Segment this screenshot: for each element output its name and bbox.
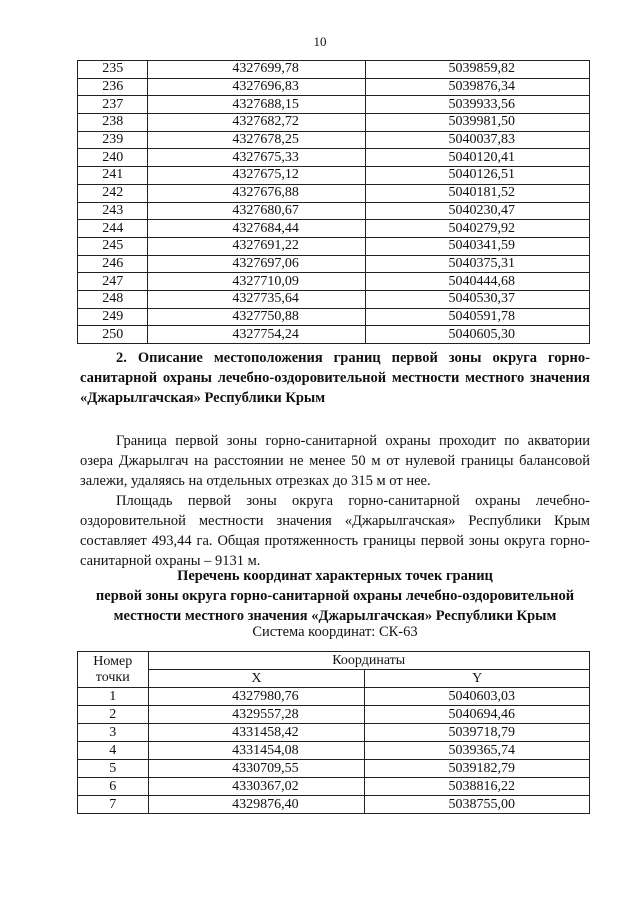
point-number: 4 (78, 742, 149, 760)
point-number: 6 (78, 778, 149, 796)
coord-x: 4327980,76 (148, 688, 365, 706)
table-row (78, 290, 590, 308)
coord-x: 4327684,44 (148, 220, 365, 238)
table-row (78, 688, 590, 706)
page-number: 10 (313, 34, 327, 49)
section-heading: 2. Описание местоположения границ первой зоны округа горно-санитарной охраны лечебно-оздоровительной местности местного значения «Джарылгачская» Республики Крым (80, 350, 590, 406)
coord-y: 5040279,92 (365, 220, 589, 238)
point-number: 245 (78, 237, 148, 255)
table-row (78, 308, 590, 326)
header-point-number: Номер точки (78, 652, 149, 688)
coord-y: 5040694,46 (365, 706, 590, 724)
coordinates-table-continued (77, 60, 590, 344)
table-row (78, 184, 590, 202)
table-row (78, 760, 590, 778)
header-y: Y (365, 670, 590, 688)
table-row (78, 78, 590, 96)
point-number: 250 (78, 326, 148, 344)
coord-y: 5040120,41 (365, 149, 589, 167)
coord-x: 4327678,25 (148, 131, 365, 149)
coord-y: 5040341,59 (365, 237, 589, 255)
point-number: 1 (78, 688, 149, 706)
coord-y: 5040126,51 (365, 167, 589, 185)
list-title-line3: местности местного значения «Джарылгачская» Республики Крым (113, 608, 557, 624)
table-row (78, 114, 590, 132)
point-number: 240 (78, 149, 148, 167)
point-number: 235 (78, 61, 148, 79)
coord-x: 4327675,33 (148, 149, 365, 167)
coord-y: 5040591,78 (365, 308, 589, 326)
coord-x: 4327697,06 (148, 255, 365, 273)
coord-y: 5040037,83 (365, 131, 589, 149)
list-title-line2: первой зоны округа горно-санитарной охраны лечебно-оздоровительной (95, 588, 575, 604)
point-number: 3 (78, 724, 149, 742)
coord-y: 5038816,22 (365, 778, 590, 796)
table-row (78, 742, 590, 760)
point-number: 243 (78, 202, 148, 220)
table-row (78, 706, 590, 724)
point-number: 242 (78, 184, 148, 202)
table-row (78, 273, 590, 291)
coord-y: 5039718,79 (365, 724, 590, 742)
coord-x: 4327735,64 (148, 290, 365, 308)
coord-y: 5039365,74 (365, 742, 590, 760)
coord-x: 4327680,67 (148, 202, 365, 220)
table-row (78, 237, 590, 255)
point-number: 5 (78, 760, 149, 778)
coord-y: 5039859,82 (365, 61, 589, 79)
table-row (78, 61, 590, 79)
table-row (78, 167, 590, 185)
point-number: 249 (78, 308, 148, 326)
coord-y: 5039182,79 (365, 760, 590, 778)
point-number: 244 (78, 220, 148, 238)
point-number: 236 (78, 78, 148, 96)
point-number: 241 (78, 167, 148, 185)
coordinate-system: Система координат: СК-63 (252, 624, 418, 640)
coord-x: 4327691,22 (148, 237, 365, 255)
table-row (78, 220, 590, 238)
coord-x: 4327675,12 (148, 167, 365, 185)
table-row (78, 796, 590, 814)
table-row (78, 724, 590, 742)
coord-y: 5040605,30 (365, 326, 589, 344)
paragraph-area: Площадь первой зоны округа горно-санитарной охраны лечебно-оздоровительной местности значения «Джарылгачская» Республики Крым составляет 493,44 га. Общая протяженность границы первой зоны округа горно-санитарной охраны – 9131 м. (80, 493, 590, 569)
coord-x: 4330367,02 (148, 778, 365, 796)
coord-x: 4327688,15 (148, 96, 365, 114)
point-number: 2 (78, 706, 149, 724)
coord-y: 5039981,50 (365, 114, 589, 132)
coordinates-table (77, 651, 590, 814)
table-row (78, 255, 590, 273)
coord-x: 4329557,28 (148, 706, 365, 724)
table-row (78, 131, 590, 149)
coord-x: 4331458,42 (148, 724, 365, 742)
point-number: 238 (78, 114, 148, 132)
coord-x: 4331454,08 (148, 742, 365, 760)
header-coordinates: Координаты (148, 652, 590, 670)
point-number: 248 (78, 290, 148, 308)
coord-y: 5039876,34 (365, 78, 589, 96)
list-title-line1: Перечень координат характерных точек границ (177, 568, 493, 584)
coord-y: 5040181,52 (365, 184, 589, 202)
point-number: 239 (78, 131, 148, 149)
coord-x: 4329876,40 (148, 796, 365, 814)
coord-y: 5040230,47 (365, 202, 589, 220)
coord-y: 5040603,03 (365, 688, 590, 706)
paragraph-boundary: Граница первой зоны горно-санитарной охраны проходит по акватории озера Джарылгач на расстоянии не менее 50 м от нулевой границы балансовой залежи, удаляясь на отдельных отрезках до 315 м от нее. (80, 433, 590, 489)
table-row (78, 149, 590, 167)
point-number: 246 (78, 255, 148, 273)
coord-x: 4327750,88 (148, 308, 365, 326)
coord-y: 5040530,37 (365, 290, 589, 308)
point-number: 237 (78, 96, 148, 114)
coord-y: 5040444,68 (365, 273, 589, 291)
coord-x: 4327682,72 (148, 114, 365, 132)
table-row (78, 778, 590, 796)
coord-y: 5040375,31 (365, 255, 589, 273)
table-row (78, 326, 590, 344)
coord-y: 5039933,56 (365, 96, 589, 114)
coord-x: 4327754,24 (148, 326, 365, 344)
coord-y: 5038755,00 (365, 796, 590, 814)
point-number: 247 (78, 273, 148, 291)
table-row (78, 202, 590, 220)
coord-x: 4330709,55 (148, 760, 365, 778)
coord-x: 4327710,09 (148, 273, 365, 291)
table-row (78, 96, 590, 114)
coord-x: 4327676,88 (148, 184, 365, 202)
point-number: 7 (78, 796, 149, 814)
coord-x: 4327699,78 (148, 61, 365, 79)
coord-x: 4327696,83 (148, 78, 365, 96)
header-x: X (148, 670, 365, 688)
